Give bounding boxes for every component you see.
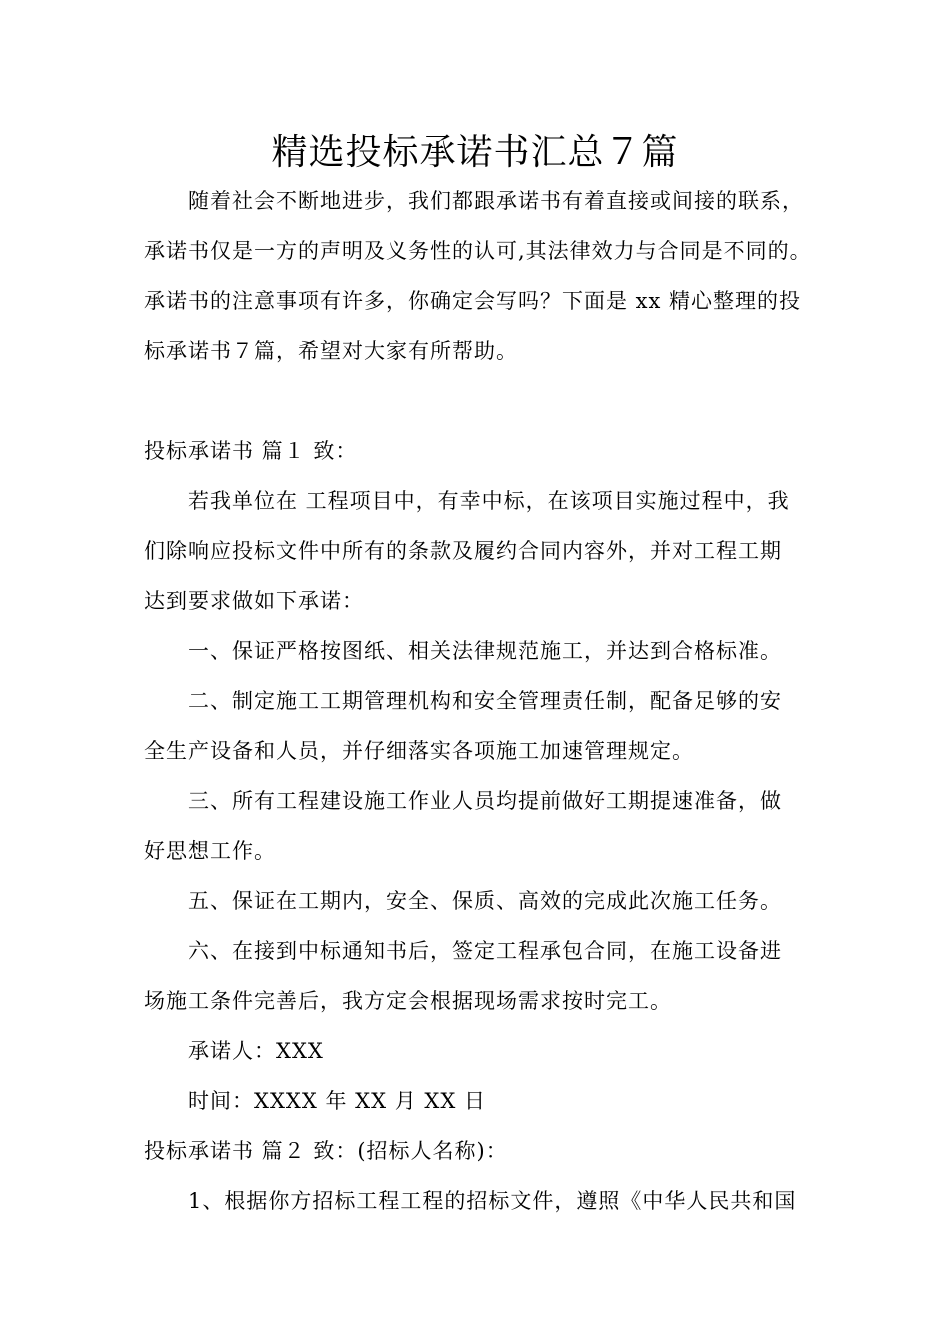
body-line: 三、所有工程建设施工作业人员均提前做好工期提速准备，做 (188, 789, 782, 813)
body-line: 若我单位在 工程项目中，有幸中标，在该项目实施过程中，我 (188, 489, 790, 513)
body-line: 们除响应投标文件中所有的条款及履约合同内容外，并对工程工期 (144, 539, 782, 563)
body-line: 1、根据你方招标工程工程的招标文件，遵照《中华人民共和国 (188, 1189, 797, 1213)
document-title: 精选投标承诺书汇总７篇 (271, 132, 679, 173)
body-line: 好思想工作。 (144, 839, 276, 863)
body-line: 一、保证严格按图纸、相关法律规范施工，并达到合格标准。 (188, 639, 782, 663)
body-line: 场施工条件完善后，我方定会根据现场需求按时完工。 (144, 989, 672, 1013)
intro-line: 标承诺书７篇，希望对大家有所帮助。 (144, 339, 518, 363)
body-line: 五、保证在工期内，安全、保质、高效的完成此次施工任务。 (188, 889, 782, 913)
date-line: 时间：XXXX 年 XX 月 XX 日 (188, 1089, 486, 1113)
body-line: 全生产设备和人员，并仔细落实各项施工加速管理规定。 (144, 739, 694, 763)
section-heading: 投标承诺书 篇２ 致：(招标人名称)： (144, 1139, 508, 1163)
intro-line: 随着社会不断地进步，我们都跟承诺书有着直接或间接的联系， (188, 189, 804, 213)
intro-line: 承诺书仅是一方的声明及义务性的认可,其法律效力与合同是不同的。 (144, 239, 812, 263)
signer-line: 承诺人：XXX (188, 1039, 324, 1063)
body-line: 二、制定施工工期管理机构和安全管理责任制，配备足够的安 (188, 689, 782, 713)
body-line: 达到要求做如下承诺： (144, 589, 364, 613)
body-line: 六、在接到中标通知书后，签定工程承包合同，在施工设备进 (188, 939, 782, 963)
intro-line: 承诺书的注意事项有许多，你确定会写吗？下面是 xx 精心整理的投 (144, 289, 802, 313)
section-heading: 投标承诺书 篇１ 致： (144, 439, 358, 463)
